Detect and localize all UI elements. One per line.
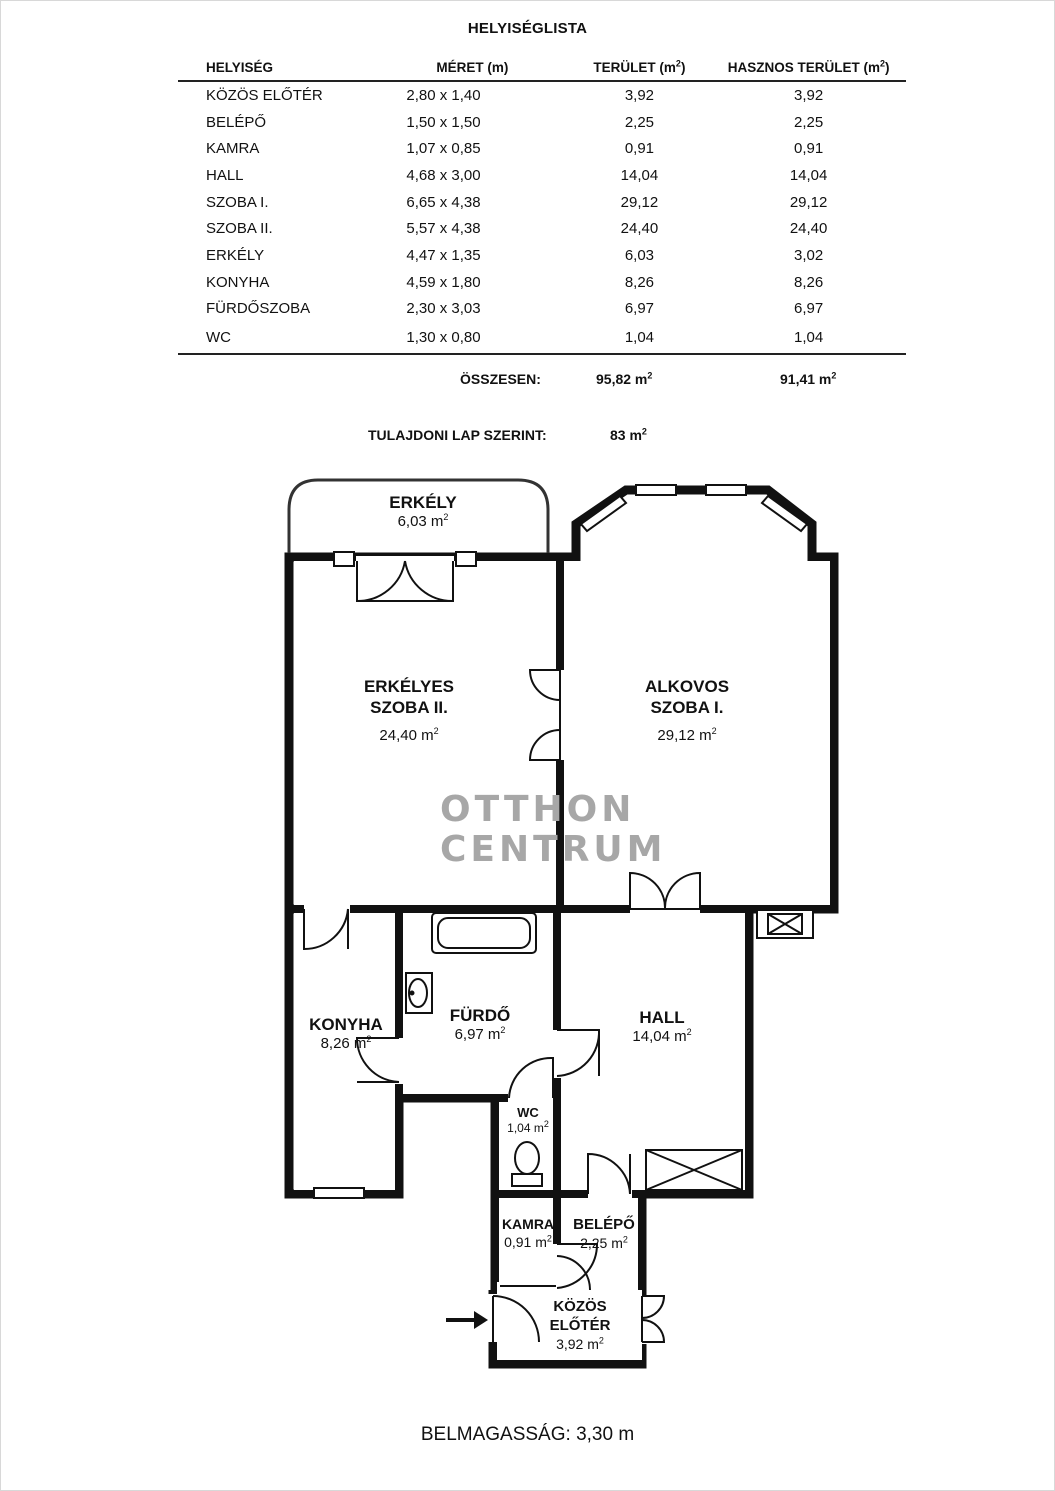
- room-name: SZOBA I.: [206, 193, 269, 211]
- ceiling-height: BELMAGASSÁG: 3,30 m: [420, 1424, 635, 1445]
- room-area: 6,97: [624, 300, 655, 318]
- chimney: [757, 910, 813, 938]
- room-label-erkely: ERKÉLY 6,03 $m^2$: [389, 493, 457, 531]
- room-area: 14,04: [620, 166, 659, 184]
- room-usable: 0,91: [794, 140, 824, 158]
- room-label-kozos-eloter: KÖZÖS ELŐTÉR 3,92 $m^2$: [549, 1298, 611, 1352]
- total-label: ÖSSZESEN:: [460, 371, 541, 387]
- room-name: SZOBA II.: [206, 220, 273, 238]
- room-label-wc: WC 1,04 $m^2$: [507, 1105, 549, 1136]
- room-area: 3,92: [624, 86, 655, 104]
- watermark-line2: CENTRUM: [440, 828, 667, 870]
- room-size: 2,30 x 3,03: [406, 300, 481, 318]
- header-room: HELYISÉG: [178, 54, 406, 81]
- room-usable: 24,40: [789, 220, 828, 238]
- room-usable: 8,26: [794, 273, 824, 291]
- total-area: 95,82 $m^2$: [596, 370, 653, 387]
- room-label-hall: HALL 14,04 $m^2$: [632, 1008, 692, 1046]
- room-size: 1,30 x 0,80: [406, 322, 567, 354]
- room-area: 8,26: [624, 273, 655, 291]
- room-name: FÜRDŐSZOBA: [206, 300, 311, 318]
- room-size: 1,50 x 1,50: [406, 113, 481, 131]
- deed-area: 83 $m^2$: [610, 426, 647, 443]
- room-list-title: HELYISÉGLISTA: [467, 20, 588, 37]
- room-area: 24,40: [620, 220, 659, 238]
- room-area: 0,91: [624, 140, 655, 158]
- header-size: MÉRET (m): [406, 54, 567, 81]
- header-area: TERÜLET $(m^2)$: [568, 54, 712, 81]
- room-label-szoba1: ALKOVOS SZOBA I. 29,12 $m^2$: [644, 677, 730, 744]
- room-name: ERKÉLY: [206, 246, 265, 264]
- room-size: 4,47 x 1,35: [406, 246, 481, 264]
- room-area: 1,04: [568, 322, 712, 354]
- room-name: KAMRA: [206, 140, 260, 158]
- room-area: 6,03: [624, 246, 655, 264]
- header-usable-area: HASZNOS TERÜLET $(m^2)$: [711, 54, 906, 81]
- room-name: KÖZÖS ELŐTÉR: [206, 86, 323, 104]
- room-size: 4,68 x 3,00: [406, 166, 481, 184]
- room-usable: 14,04: [789, 166, 828, 184]
- room-name: HALL: [206, 166, 244, 184]
- room-size: 1,07 x 0,85: [406, 140, 481, 158]
- room-size: 2,80 x 1,40: [406, 86, 481, 104]
- room-label-konyha: KONYHA 8,26 $m^2$: [309, 1015, 383, 1053]
- watermark-text: [440, 789, 667, 870]
- deed-label: TULAJDONI LAP SZERINT:: [368, 427, 547, 443]
- room-label-szoba2: ERKÉLYES SZOBA II. 24,40 $m^2$: [363, 677, 455, 744]
- room-label-kamra: KAMRA 0,91 $m^2$: [501, 1216, 555, 1250]
- room-usable: 29,12: [789, 193, 828, 211]
- room-size: 5,57 x 4,38: [406, 220, 481, 238]
- room-label-furdo: FÜRDŐ 6,97 $m^2$: [449, 1006, 511, 1044]
- room-area: 29,12: [620, 193, 659, 211]
- room-label-belepo: BELÉPŐ 2,25 $m^2$: [573, 1216, 635, 1251]
- room-name: BELÉPŐ: [206, 113, 267, 131]
- room-name: WC: [178, 322, 406, 354]
- total-usable-area: 91,41 $m^2$: [780, 370, 837, 387]
- room-usable: 1,04: [711, 322, 906, 354]
- room-size: 6,65 x 4,38: [406, 193, 481, 211]
- room-usable: 6,97: [794, 300, 824, 318]
- room-usable: 3,92: [794, 86, 824, 104]
- entrance-arrow-icon: [446, 1311, 488, 1329]
- room-area: 2,25: [624, 113, 655, 131]
- watermark-line1: OTTHON: [440, 789, 636, 830]
- room-size: 4,59 x 1,80: [406, 273, 481, 291]
- room-usable: 2,25: [794, 113, 824, 131]
- room-usable: 3,02: [794, 246, 824, 264]
- room-name: KONYHA: [206, 273, 270, 291]
